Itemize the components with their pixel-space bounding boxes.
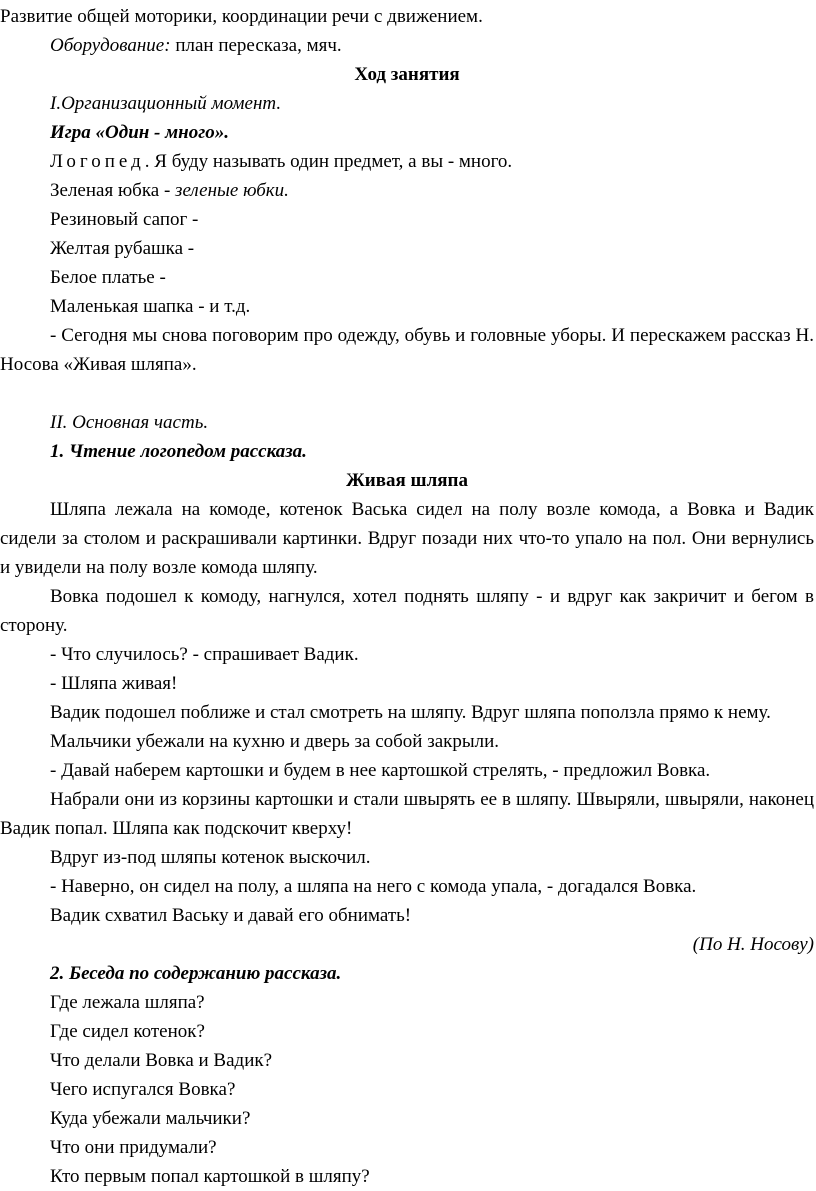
story-paragraph: - Давай наберем картошки и будем в нее картошкой стрелять, - предложил Вовка. <box>50 760 711 781</box>
story-title: Живая шляпа <box>346 470 468 491</box>
equipment-value: план пересказа, мяч. <box>170 35 342 56</box>
discussion-title: 2. Беседа по содержанию рассказа. <box>50 963 342 984</box>
story-paragraph: Вдруг из-под шляпы котенок выскочил. <box>50 847 371 868</box>
blank-line <box>0 379 814 408</box>
game-item: Маленькая шапка - и т.д. <box>50 296 251 317</box>
example-answer: зеленые юбки. <box>175 180 289 201</box>
discussion-question: Чего испугался Вовка? <box>50 1079 236 1100</box>
discussion-question: Что делали Вовка и Вадик? <box>50 1050 273 1071</box>
equipment-label: Оборудование: <box>50 35 171 56</box>
game-title: Игра «Один - много». <box>50 122 229 143</box>
story-paragraph: Вовка подошел к комоду, нагнулся, хотел поднять шляпу - и вдруг как закричит и бегом в сторону. <box>0 586 814 636</box>
speaker-text: . Я буду называть один предмет, а вы - много. <box>144 151 513 172</box>
reading-title: 1. Чтение логопедом рассказа. <box>50 441 307 462</box>
equipment-line <box>0 31 814 60</box>
discussion-question: Куда убежали мальчики? <box>50 1108 251 1129</box>
example-line <box>0 176 814 205</box>
transition-paragraph: - Сегодня мы снова поговорим про одежду, обувь и головные уборы. И перескажем рассказ Н. Носова «Живая шляпа». <box>0 325 814 375</box>
speaker-name: Логопед <box>50 151 145 172</box>
part1-heading: I.Организационный момент. <box>50 93 282 114</box>
story-paragraph: Набрали они из корзины картошки и стали швырять ее в шляпу. Швыряли, швыряли, наконец Вадик попал. Шляпа как подскочит кверху! <box>0 789 814 839</box>
part2-heading: II. Основная часть. <box>50 412 209 433</box>
game-item: Белое платье - <box>50 267 166 288</box>
game-item: Резиновый сапог - <box>50 209 199 230</box>
lesson-heading: Ход занятия <box>354 64 460 85</box>
discussion-question: Где лежала шляпа? <box>50 992 205 1013</box>
discussion-question: Что они придумали? <box>50 1137 217 1158</box>
discussion-question: Где сидел котенок? <box>50 1021 205 1042</box>
story-paragraph: Вадик подошел поближе и стал смотреть на шляпу. Вдруг шляпа поползла прямо к нему. <box>50 702 771 723</box>
discussion-question: Кто первым попал картошкой в шляпу? <box>50 1166 370 1187</box>
intro-line: Развитие общей моторики, координации речи с движением. <box>0 6 483 27</box>
example-word: Зеленая юбка - <box>50 180 176 201</box>
story-paragraph: - Шляпа живая! <box>50 673 178 694</box>
story-paragraph: - Наверно, он сидел на полу, а шляпа на него с комода упала, - догадался Вовка. <box>50 876 697 897</box>
story-paragraph: Вадик схватил Ваську и давай его обнимать! <box>50 905 412 926</box>
speaker-line <box>0 147 814 176</box>
story-paragraph: Шляпа лежала на комоде, котенок Васька сидел на полу возле комода, а Вовка и Вадик сидели за столом и раскрашивали картинки. Вдруг позади них что-то упало на пол. Они вернулись и увидели на полу возле комода шляпу. <box>0 499 814 578</box>
story-attribution: (По Н. Носову) <box>692 934 814 955</box>
game-item: Желтая рубашка - <box>50 238 195 259</box>
story-paragraph: Мальчики убежали на кухню и дверь за собой закрыли. <box>50 731 500 752</box>
story-paragraph: - Что случилось? - спрашивает Вадик. <box>50 644 359 665</box>
